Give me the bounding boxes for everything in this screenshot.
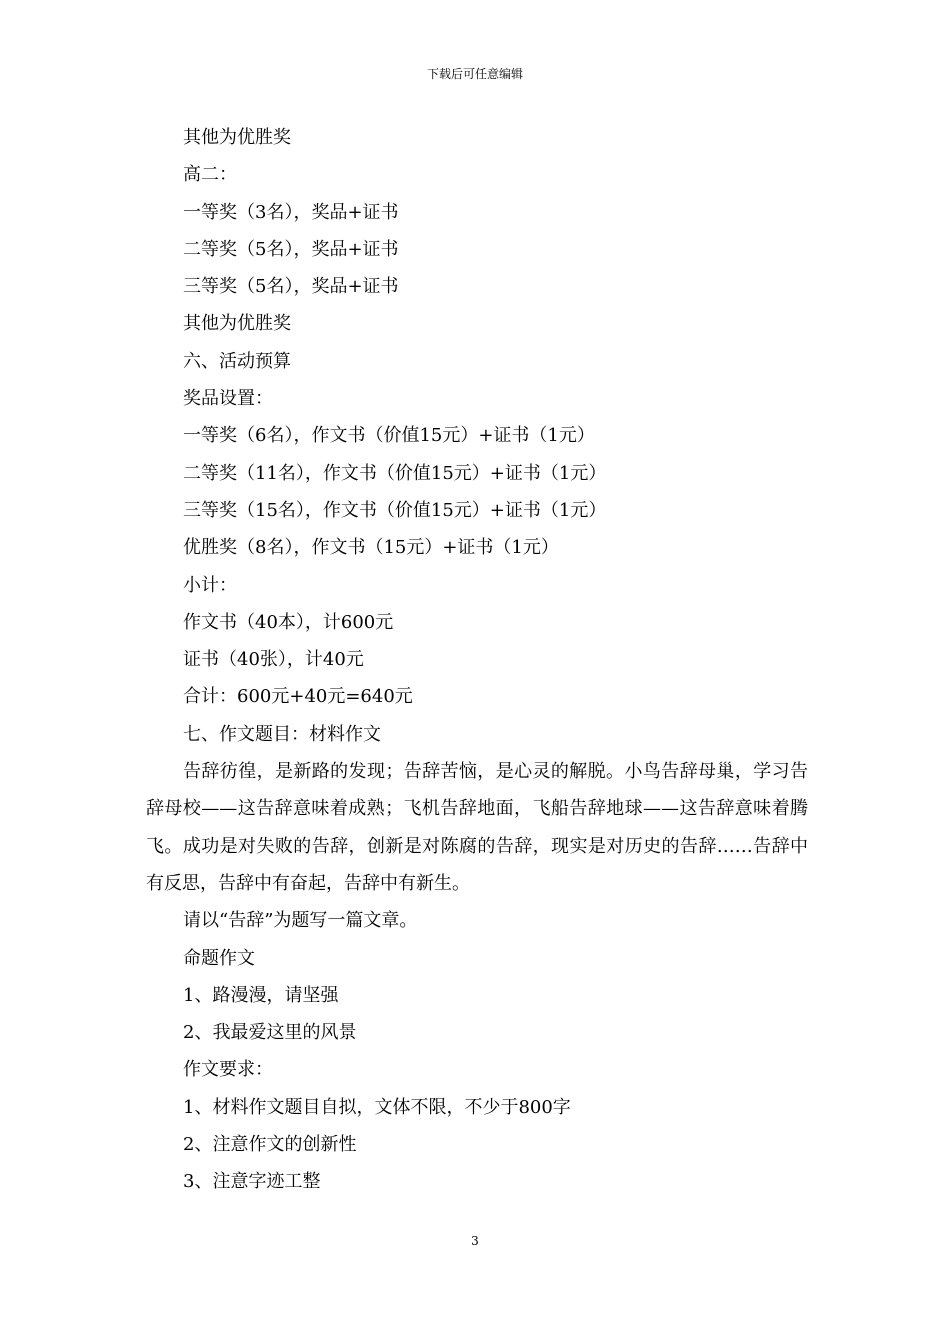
page-header: 下载后可任意编辑 [426,67,523,81]
text-line: 3、注意字迹工整 [183,1171,321,1193]
text-line: 优胜奖（8名），作文书（15元）+证书（1元） [183,537,559,559]
text-line: 合计：600元+40元=640元 [183,686,413,708]
text-line: 2、注意作文的创新性 [183,1134,357,1156]
text-line: 请以“告辞”为题写一篇文章。 [183,910,418,932]
document-body [146,119,808,1201]
text-line: 奖品设置： [183,388,273,410]
text-line: 一等奖（6名），作文书（价值15元）+证书（1元） [183,425,595,447]
text-line: 其他为优胜奖 [183,313,291,335]
text-line: 二等奖（11名），作文书（价值15元）+证书（1元） [183,462,607,484]
text-line: 作文要求： [183,1059,273,1081]
text-line: 一等奖（3名），奖品+证书 [183,201,399,223]
text-line: 证书（40张），计40元 [183,649,364,671]
material-paragraph: 告辞彷徨，是新路的发现；告辞苦恼，是心灵的解脱。小鸟告辞母巢，学习告辞母校——这告辞意味着成熟；飞机告辞地面，飞船告辞地球——这告辞意味着腾飞。成功是对失败的告辞，创新是对陈腐的告辞，现实是对历史的告辞……告辞中有反思，告辞中有奋起，告辞中有新生。 [146,761,808,894]
text-line: 三等奖（5名），奖品+证书 [183,276,399,298]
text-line: 三等奖（15名），作文书（价值15元）+证书（1元） [183,499,607,521]
section-heading: 七、作文题目：材料作文 [183,723,381,745]
page-number: 3 [471,1234,479,1248]
section-heading: 六、活动预算 [183,350,291,372]
text-line: 2、我最爱这里的风景 [183,1022,357,1044]
text-line: 命题作文 [183,947,255,969]
text-line: 小计： [183,574,237,596]
text-line: 作文书（40本），计600元 [183,611,394,633]
text-line: 高二： [183,164,237,186]
text-line: 其他为优胜奖 [183,127,291,148]
text-line: 二等奖（5名），奖品+证书 [183,238,399,260]
text-line: 1、材料作文题目自拟，文体不限，不少于800字 [183,1096,571,1118]
text-line: 1、路漫漫，请坚强 [183,984,339,1006]
